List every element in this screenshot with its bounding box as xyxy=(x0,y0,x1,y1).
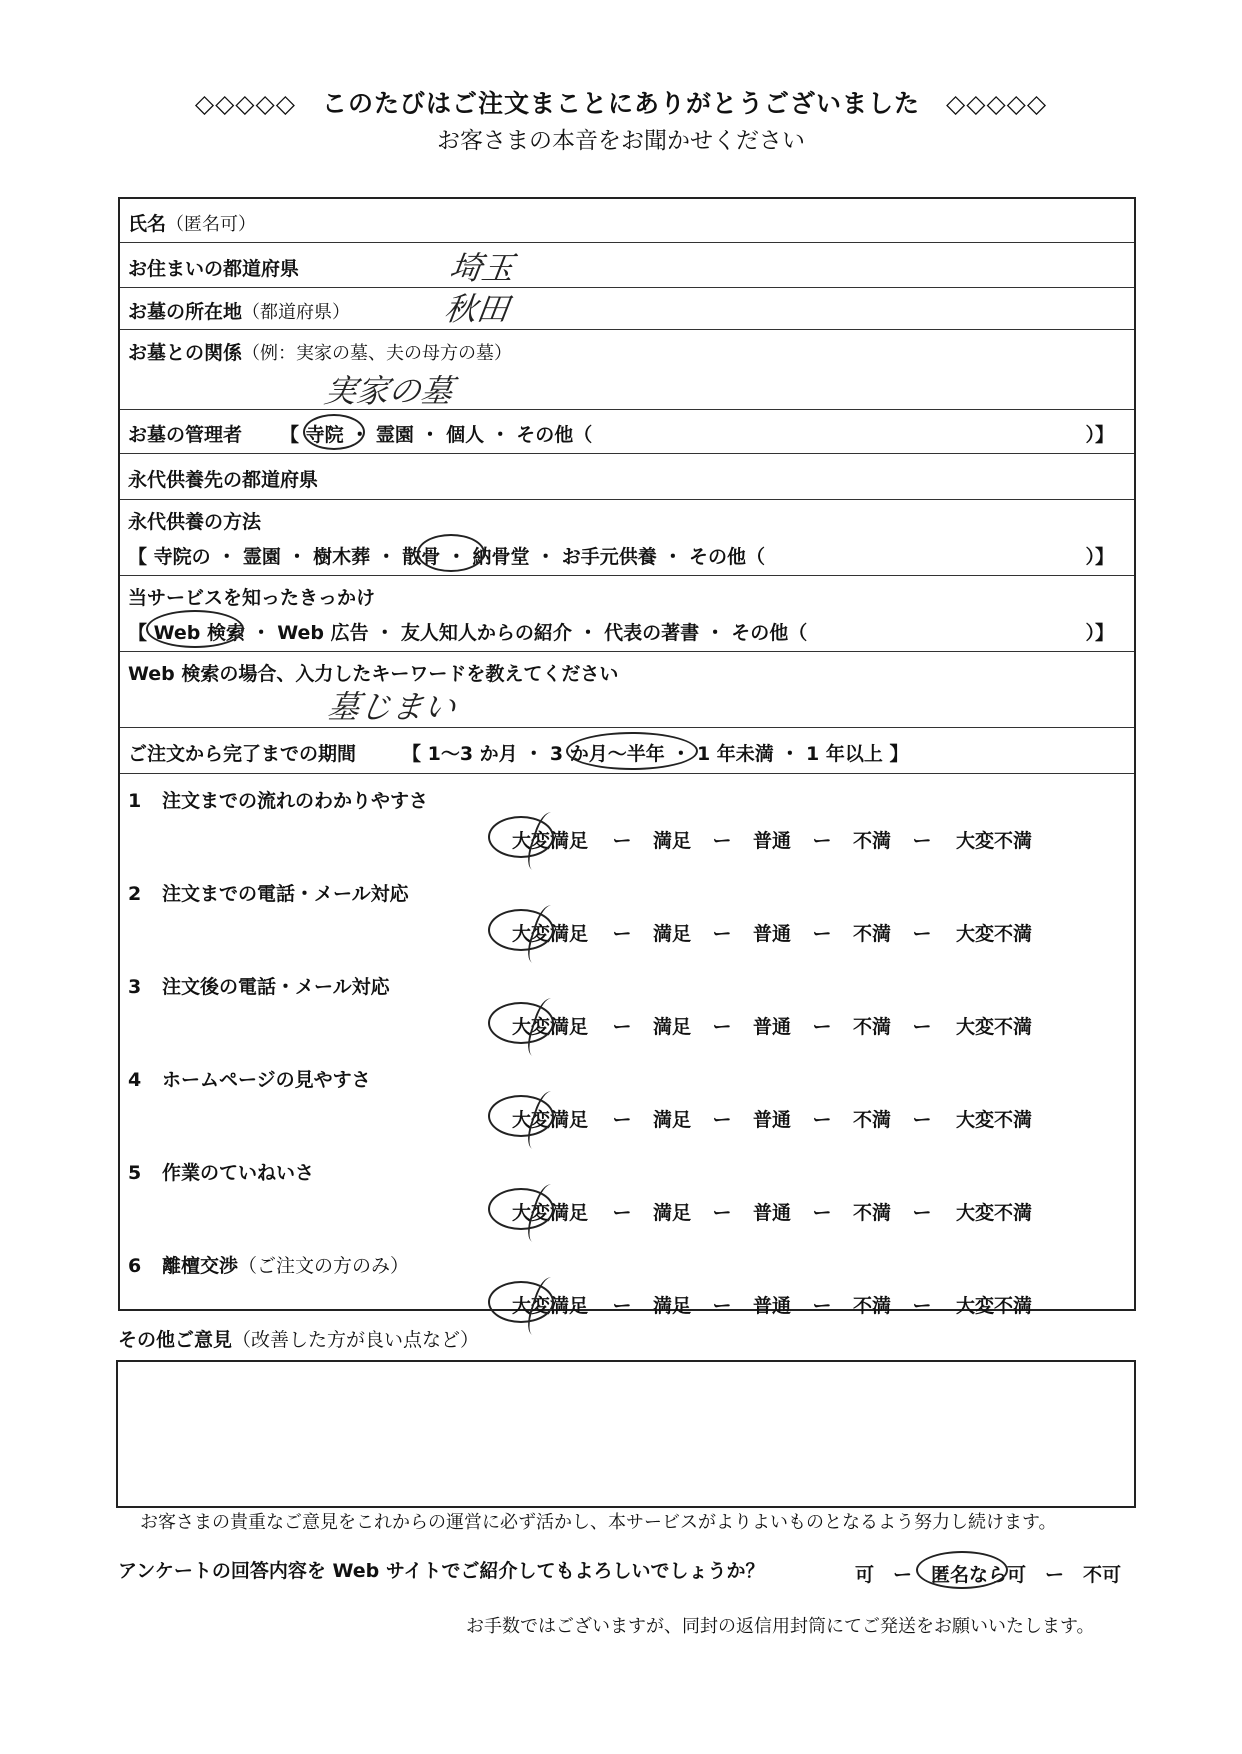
scale-option[interactable]: 不満 xyxy=(852,1109,891,1131)
scale-option[interactable]: 不満 xyxy=(852,923,891,945)
scale-option[interactable]: 大変不満 xyxy=(955,1295,1032,1317)
scale-option[interactable]: 大変不満 xyxy=(955,1109,1032,1131)
source-label: 当サービスを知ったきっかけ xyxy=(128,587,376,609)
survey-title: ◇◇◇◇◇ このたびはご注文まことにありがとうございました ◇◇◇◇◇ xyxy=(194,89,1048,118)
rating-scale xyxy=(500,1291,1044,1318)
scale-dash: ー xyxy=(612,1295,632,1317)
scale-option[interactable]: 大変満足 xyxy=(511,1295,588,1317)
scale-option[interactable]: 不満 xyxy=(852,1202,891,1224)
scale-option[interactable]: 普通 xyxy=(752,1295,791,1317)
scale-dash: ー xyxy=(612,1016,632,1038)
relation-sub: （例：実家の墓、夫の母方の墓） xyxy=(242,343,513,364)
scale-dash: ー xyxy=(612,923,632,945)
memorial-pref-row xyxy=(120,454,1134,500)
scale-dash: ー xyxy=(912,1109,932,1131)
question-6-text xyxy=(128,1251,409,1278)
scale-option[interactable]: 大変不満 xyxy=(955,923,1032,945)
question-5-text xyxy=(128,1158,314,1185)
survey-form xyxy=(118,197,1136,1317)
scale-option[interactable]: 大変不満 xyxy=(955,830,1032,852)
manager-label: お墓の管理者 xyxy=(128,424,243,446)
name-sub: （匿名可） xyxy=(166,214,257,235)
scale-dash: ー xyxy=(712,1109,732,1131)
scale-option[interactable]: 大変満足 xyxy=(511,1202,588,1224)
name-row xyxy=(120,199,1134,243)
period-row xyxy=(120,728,1134,774)
scale-dash: ー xyxy=(912,923,932,945)
question-number: 5 xyxy=(128,1162,142,1184)
period-selected-circle xyxy=(566,732,698,770)
scale-option[interactable]: 満足 xyxy=(652,923,691,945)
memorial-method-label: 永代供養の方法 xyxy=(128,511,262,533)
memorial-method-selected-circle xyxy=(417,534,485,572)
question-label: 注文後の電話・メール対応 xyxy=(162,976,390,998)
scale-dash: ー xyxy=(612,830,632,852)
question-label: ホームページの見やすさ xyxy=(162,1069,371,1091)
publish-selected-circle xyxy=(916,1551,1008,1589)
name-label: 氏名 xyxy=(128,213,167,235)
scale-option[interactable]: 普通 xyxy=(752,1202,791,1224)
rating-scale xyxy=(500,1105,1044,1132)
prefecture-value[interactable]: 埼玉 xyxy=(447,249,517,287)
scale-dash: ー xyxy=(812,1202,832,1224)
scale-option[interactable]: 不満 xyxy=(852,1016,891,1038)
scale-dash: ー xyxy=(912,830,932,852)
prefecture-row xyxy=(120,243,1134,288)
manager-close: ）】 xyxy=(1085,424,1114,446)
scale-option[interactable]: 普通 xyxy=(752,830,791,852)
scale-dash: ー xyxy=(912,1202,932,1224)
scale-dash: ー xyxy=(812,1016,832,1038)
scale-option[interactable]: 満足 xyxy=(652,830,691,852)
other-sub: （改善した方が良い点など） xyxy=(232,1329,480,1351)
period-label: ご注文から完了までの期間 xyxy=(128,743,357,765)
other-title: その他ご意見 xyxy=(118,1329,233,1351)
source-selected-circle xyxy=(146,610,244,648)
scale-dash: ー xyxy=(712,923,732,945)
memorial-method-options[interactable]: 【 寺院の ・ 霊園 ・ 樹木葬 ・ 散骨 ・ 納骨堂 ・ お手元供養 ・ その他（ xyxy=(128,546,765,568)
question-sub: （ご注文の方のみ） xyxy=(238,1255,410,1277)
manager-row xyxy=(120,410,1134,454)
question-number: 6 xyxy=(128,1255,142,1277)
source-close: ）】 xyxy=(1085,622,1114,644)
question-4-text xyxy=(128,1065,371,1092)
scale-option[interactable]: 普通 xyxy=(752,923,791,945)
scale-dash: ー xyxy=(612,1109,632,1131)
memorial-pref-label: 永代供養先の都道府県 xyxy=(128,469,319,491)
scale-option[interactable]: 大変満足 xyxy=(511,830,588,852)
scale-dash: ー xyxy=(712,1295,732,1317)
rating-scale xyxy=(500,1198,1044,1225)
period-options[interactable]: 【 1～3 か月 ・ 3 か月～半年 ・ 1 年未満 ・ 1 年以上 】 xyxy=(402,743,909,765)
grave-location-sub: （都道府県） xyxy=(242,302,351,323)
manager-options[interactable]: 【 寺院 ・ 霊園 ・ 個人 ・ その他（ xyxy=(280,424,593,446)
scale-option[interactable]: 大変満足 xyxy=(511,923,588,945)
question-2-text xyxy=(128,879,409,906)
memorial-method-row xyxy=(120,500,1134,576)
publish-question: アンケートの回答内容を Web サイトでご紹介してもよろしいでしょうか？ xyxy=(118,1560,765,1582)
scale-option[interactable]: 不満 xyxy=(852,1295,891,1317)
scale-option[interactable]: 大変満足 xyxy=(511,1016,588,1038)
question-number: 4 xyxy=(128,1069,142,1091)
survey-subtitle: お客さまの本音をお聞かせください xyxy=(437,128,805,154)
comment-box[interactable] xyxy=(116,1360,1136,1508)
source-row xyxy=(120,576,1134,652)
publish-options[interactable]: 可 ー 匿名なら可 ー 不可 xyxy=(855,1564,1122,1586)
scale-dash: ー xyxy=(812,1109,832,1131)
keyword-label: Web 検索の場合、入力したキーワードを教えてください xyxy=(128,663,619,685)
question-number: 1 xyxy=(128,790,142,812)
scale-dash: ー xyxy=(812,1295,832,1317)
prefecture-label: お住まいの都道府県 xyxy=(128,258,300,280)
keyword-row xyxy=(120,652,1134,728)
relation-value[interactable]: 実家の墓 xyxy=(322,372,456,410)
question-label: 離檀交渉 xyxy=(162,1255,239,1277)
rating-scale xyxy=(500,1012,1044,1039)
scale-option[interactable]: 大変不満 xyxy=(955,1202,1032,1224)
relation-row xyxy=(120,330,1134,410)
question-label: 注文までの電話・メール対応 xyxy=(162,883,409,905)
scale-dash: ー xyxy=(712,1202,732,1224)
question-number: 2 xyxy=(128,883,142,905)
grave-location-label: お墓の所在地 xyxy=(128,301,243,323)
scale-option[interactable]: 大変不満 xyxy=(955,1016,1032,1038)
scale-option[interactable]: 満足 xyxy=(652,1202,691,1224)
question-1-text xyxy=(128,786,428,813)
source-options[interactable]: 【 Web 検索 ・ Web 広告 ・ 友人知人からの紹介 ・ 代表の著書 ・ その他（ xyxy=(128,622,808,644)
question-label: 作業のていねいさ xyxy=(162,1162,315,1184)
keyword-value[interactable]: 墓じまい xyxy=(325,688,459,726)
scale-option[interactable]: 大変満足 xyxy=(511,1109,588,1131)
question-label: 注文までの流れのわかりやすさ xyxy=(162,790,429,812)
footer-note: お手数ではございますが、同封の返信用封筒にてご発送をお願いいたします。 xyxy=(466,1616,1095,1637)
manager-selected-circle xyxy=(303,414,365,450)
scale-dash: ー xyxy=(812,923,832,945)
memorial-method-close: ）】 xyxy=(1085,546,1114,568)
scale-option[interactable]: 満足 xyxy=(652,1016,691,1038)
relation-label: お墓との関係 xyxy=(128,342,243,364)
rating-scale xyxy=(500,826,1044,853)
scale-option[interactable]: 普通 xyxy=(752,1016,791,1038)
scale-dash: ー xyxy=(612,1202,632,1224)
scale-dash: ー xyxy=(712,1016,732,1038)
grave-location-value[interactable]: 秋田 xyxy=(442,290,512,328)
scale-option[interactable]: 満足 xyxy=(652,1109,691,1131)
rating-scale xyxy=(500,919,1044,946)
thanks-text: お客さまの貴重なご意見をこれからの運営に必ず活かし、本サービスがよりよいものとなるよう努力し続けます。 xyxy=(140,1512,1057,1533)
scale-option[interactable]: 普通 xyxy=(752,1109,791,1131)
question-3-text xyxy=(128,972,390,999)
scale-option[interactable]: 満足 xyxy=(652,1295,691,1317)
scale-dash: ー xyxy=(912,1295,932,1317)
scale-dash: ー xyxy=(812,830,832,852)
grave-location-row xyxy=(120,288,1134,330)
scale-dash: ー xyxy=(712,830,732,852)
question-number: 3 xyxy=(128,976,142,998)
scale-dash: ー xyxy=(912,1016,932,1038)
scale-option[interactable]: 不満 xyxy=(852,830,891,852)
